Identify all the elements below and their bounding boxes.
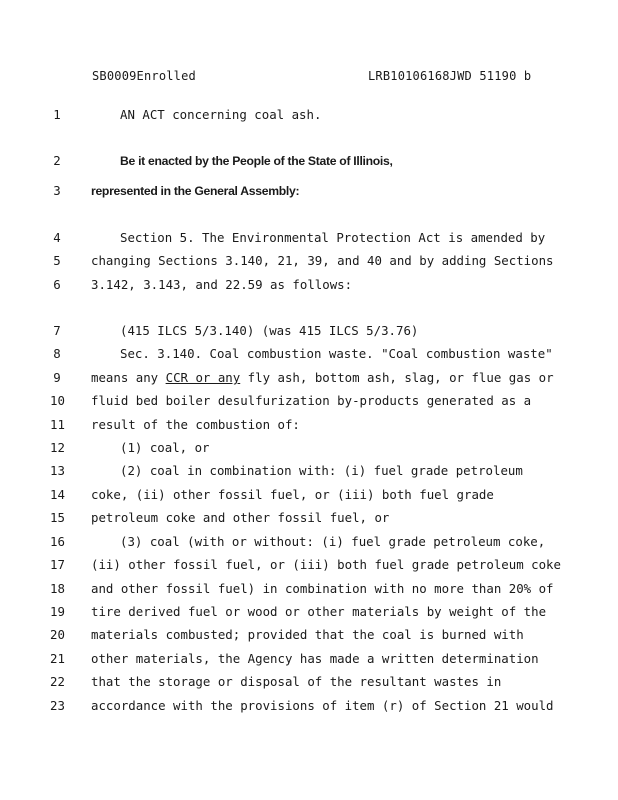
line-number: 15 xyxy=(50,510,65,525)
line-number: 4 xyxy=(53,230,61,245)
line-text: changing Sections 3.140, 21, 39, and 40 and by adding Sections xyxy=(91,253,554,268)
line-text: other materials, the Agency has made a written determination xyxy=(91,651,539,666)
text-segment: means any xyxy=(91,370,166,385)
line-text: Section 5. The Environmental Protection Act is amended by xyxy=(120,230,546,245)
line-number: 23 xyxy=(50,698,65,713)
enacting-clause: Be it enacted by the People of the State of Illinois, xyxy=(120,154,393,168)
text-line xyxy=(0,439,618,457)
text-line xyxy=(0,152,618,170)
line-text: accordance with the provisions of item (r) of Section 21 would xyxy=(91,698,554,713)
line-number: 8 xyxy=(53,346,61,361)
line-number: 20 xyxy=(50,627,65,642)
text-line xyxy=(0,106,618,124)
line-text: (3) coal (with or without: (i) fuel grade petroleum coke, xyxy=(120,534,546,549)
line-number: 1 xyxy=(53,107,61,122)
line-text: coke, (ii) other fossil fuel, or (iii) both fuel grade xyxy=(91,487,494,502)
text-line xyxy=(0,229,618,247)
text-line xyxy=(0,626,618,644)
line-text: that the storage or disposal of the resultant wastes in xyxy=(91,674,502,689)
text-line xyxy=(0,462,618,480)
text-line xyxy=(0,322,618,340)
statute-citation: (415 ILCS 5/3.140) (was 415 ILCS 5/3.76) xyxy=(120,323,419,338)
text-line xyxy=(0,650,618,668)
text-line xyxy=(0,416,618,434)
text-line xyxy=(0,486,618,504)
text-line xyxy=(0,556,618,574)
text-line xyxy=(0,673,618,691)
line-number: 6 xyxy=(53,277,61,292)
text-line xyxy=(0,345,618,363)
line-text xyxy=(91,369,554,387)
bill-number: SB0009Enrolled xyxy=(92,69,196,83)
text-line xyxy=(0,509,618,527)
text-line xyxy=(0,697,618,715)
line-number: 2 xyxy=(53,153,61,168)
line-text: (ii) other fossil fuel, or (iii) both fuel grade petroleum coke xyxy=(91,557,561,572)
document-reference: LRB10106168JWD 51190 b xyxy=(368,69,532,83)
line-text: (2) coal in combination with: (i) fuel grade petroleum xyxy=(120,463,523,478)
underlined-insertion: CCR or any xyxy=(165,370,241,385)
line-text: 3.142, 3.143, and 22.59 as follows: xyxy=(91,277,353,292)
line-text: petroleum coke and other fossil fuel, or xyxy=(91,510,390,525)
line-text: result of the combustion of: xyxy=(91,417,300,432)
line-number: 16 xyxy=(50,534,65,549)
text-segment: fly ash, bottom ash, slag, or flue gas or xyxy=(240,370,554,385)
line-number: 9 xyxy=(53,370,61,385)
line-number: 7 xyxy=(53,323,61,338)
text-line xyxy=(0,276,618,294)
line-text: Sec. 3.140. Coal combustion waste. "Coal combustion waste" xyxy=(120,346,553,361)
line-number: 5 xyxy=(53,253,61,268)
line-number: 14 xyxy=(50,487,65,502)
text-line xyxy=(0,533,618,551)
line-text: fluid bed boiler desulfurization by-products generated as a xyxy=(91,393,532,408)
line-number: 11 xyxy=(50,417,65,432)
enacting-clause: represented in the General Assembly: xyxy=(91,184,300,198)
text-line xyxy=(0,369,618,387)
line-number: 10 xyxy=(50,393,65,408)
line-number: 3 xyxy=(53,183,61,198)
text-line xyxy=(0,252,618,270)
line-number: 13 xyxy=(50,463,65,478)
line-text: materials combusted; provided that the coal is burned with xyxy=(91,627,524,642)
line-number: 18 xyxy=(50,581,65,596)
line-number: 12 xyxy=(50,440,65,455)
line-text: tire derived fuel or wood or other materials by weight of the xyxy=(91,604,547,619)
line-number: 22 xyxy=(50,674,65,689)
text-line xyxy=(0,182,618,200)
text-line xyxy=(0,580,618,598)
line-number: 17 xyxy=(50,557,65,572)
text-line xyxy=(0,603,618,621)
line-text: (1) coal, or xyxy=(120,440,210,455)
text-line xyxy=(0,392,618,410)
line-text: AN ACT concerning coal ash. xyxy=(120,107,322,122)
line-number: 21 xyxy=(50,651,65,666)
line-text: and other fossil fuel) in combination with no more than 20% of xyxy=(91,581,554,596)
line-number: 19 xyxy=(50,604,65,619)
